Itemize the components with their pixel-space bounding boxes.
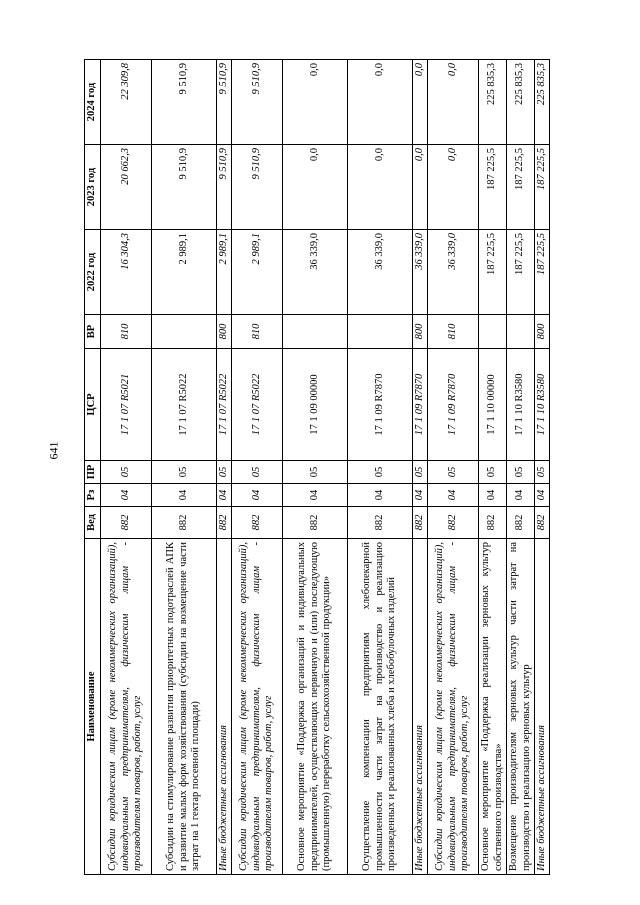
cell-ved: 882 [101, 507, 152, 539]
cell-csr: 17 1 09 R7870 [413, 349, 428, 461]
cell-2024: 9 510,9 [232, 60, 283, 145]
cell-name: Иные бюджетные ассигнования [535, 539, 550, 875]
cell-rz: 04 [507, 484, 535, 507]
cell-pr: 05 [348, 461, 413, 484]
cell-csr: 17 1 09 R7870 [428, 349, 479, 461]
budget-table [84, 59, 550, 875]
cell-rz: 04 [535, 484, 550, 507]
table-row [101, 60, 152, 875]
cell-2022: 2 989,1 [152, 230, 217, 315]
cell-ved: 882 [507, 507, 535, 539]
cell-csr: 17 1 07 R5022 [152, 349, 217, 461]
header-name: Наименование [85, 539, 101, 875]
table-body [101, 60, 550, 875]
table-row [428, 60, 479, 875]
cell-2023: 0,0 [283, 145, 348, 230]
cell-csr: 17 1 07 R5022 [232, 349, 283, 461]
cell-pr: 05 [101, 461, 152, 484]
cell-rz: 04 [217, 484, 232, 507]
cell-2023: 187 225,5 [479, 145, 507, 230]
cell-pr: 05 [428, 461, 479, 484]
cell-vr: 800 [535, 315, 550, 349]
table-row [283, 60, 348, 875]
cell-2024: 0,0 [348, 60, 413, 145]
cell-ved: 882 [413, 507, 428, 539]
cell-name: Субсидии на стимулирование развития приоритетных подотраслей АПК и развитие малых форм хозяйствования (субсидии на возмещение части затрат на 1 гектар посевной площади) [152, 539, 217, 875]
header-row [85, 60, 101, 875]
table-row [232, 60, 283, 875]
cell-2024: 9 510,9 [217, 60, 232, 145]
cell-name: Иные бюджетные ассигнования [413, 539, 428, 875]
cell-2023: 187 225,5 [535, 145, 550, 230]
cell-2022: 2 989,1 [232, 230, 283, 315]
cell-ved: 882 [535, 507, 550, 539]
cell-2022: 187 225,5 [479, 230, 507, 315]
cell-2022: 36 339,0 [348, 230, 413, 315]
cell-rz: 04 [152, 484, 217, 507]
cell-2023: 9 510,9 [217, 145, 232, 230]
cell-name: Основное мероприятие «Поддержка реализации зерновых культур собственного производства» [479, 539, 507, 875]
cell-2024: 0,0 [413, 60, 428, 145]
cell-2023: 187 225,5 [507, 145, 535, 230]
cell-2023: 0,0 [413, 145, 428, 230]
cell-vr: 810 [101, 315, 152, 349]
cell-2023: 9 510,9 [232, 145, 283, 230]
cell-2022: 2 989,1 [217, 230, 232, 315]
cell-vr: 800 [217, 315, 232, 349]
cell-ved: 882 [479, 507, 507, 539]
cell-2023: 0,0 [428, 145, 479, 230]
table-row [152, 60, 217, 875]
cell-rz: 04 [348, 484, 413, 507]
cell-pr: 05 [479, 461, 507, 484]
cell-csr: 17 1 09 00000 [283, 349, 348, 461]
header-year-2023: 2023 год [85, 145, 101, 230]
cell-vr [507, 315, 535, 349]
cell-rz: 04 [413, 484, 428, 507]
cell-name: Иные бюджетные ассигнования [217, 539, 232, 875]
cell-name: Осуществление компенсации предприятиям хлебопекарной промышленности части затрат на производство и реализацию произведенных и реализованных хлеба и хлебобулочных изделий [348, 539, 413, 875]
cell-2023: 0,0 [348, 145, 413, 230]
cell-2022: 187 225,5 [535, 230, 550, 315]
cell-2024: 225 835,3 [535, 60, 550, 145]
table-row [535, 60, 550, 875]
table-row [479, 60, 507, 875]
cell-ved: 882 [232, 507, 283, 539]
cell-ved: 882 [283, 507, 348, 539]
cell-vr [283, 315, 348, 349]
cell-2024: 22 309,8 [101, 60, 152, 145]
table-row [348, 60, 413, 875]
cell-2024: 225 835,3 [507, 60, 535, 145]
table-row [217, 60, 232, 875]
cell-2024: 9 510,9 [152, 60, 217, 145]
header-year-2024: 2024 год [85, 60, 101, 145]
header-csr: ЦСР [85, 349, 101, 461]
cell-pr: 05 [413, 461, 428, 484]
table-row [507, 60, 535, 875]
cell-2024: 225 835,3 [479, 60, 507, 145]
cell-2023: 20 662,3 [101, 145, 152, 230]
cell-rz: 04 [283, 484, 348, 507]
header-vr: ВР [85, 315, 101, 349]
cell-rz: 04 [232, 484, 283, 507]
budget-table-rotated [84, 60, 560, 875]
cell-csr: 17 1 07 R5022 [217, 349, 232, 461]
cell-csr: 17 1 10 00000 [479, 349, 507, 461]
cell-csr: 17 1 10 R3580 [507, 349, 535, 461]
cell-2023: 9 510,9 [152, 145, 217, 230]
cell-csr: 17 1 07 R5021 [101, 349, 152, 461]
cell-vr: 800 [413, 315, 428, 349]
cell-name: Основное мероприятие «Поддержка организаций и индивидуальных предпринимателей, осуществляющих первичную и (или) последующую (промышленную) переработку сельскохозяйственной продукции» [283, 539, 348, 875]
cell-2022: 187 225,5 [507, 230, 535, 315]
cell-pr: 05 [217, 461, 232, 484]
cell-ved: 882 [348, 507, 413, 539]
cell-vr [479, 315, 507, 349]
cell-2024: 0,0 [283, 60, 348, 145]
cell-2022: 36 339,0 [283, 230, 348, 315]
cell-2024: 0,0 [428, 60, 479, 145]
cell-2022: 36 339,0 [413, 230, 428, 315]
cell-vr: 810 [232, 315, 283, 349]
cell-vr [348, 315, 413, 349]
cell-csr: 17 1 09 R7870 [348, 349, 413, 461]
header-ved: Вед [85, 507, 101, 539]
cell-name: Субсидии юридическим лицам (кроме некоммерческих организаций), индивидуальным предпринимателям, физическим лицам - производителям товаров, работ, услуг [232, 539, 283, 875]
cell-name: Субсидии юридическим лицам (кроме некоммерческих организаций), индивидуальным предпринимателям, физическим лицам - производителям товаров, работ, услуг [428, 539, 479, 875]
cell-ved: 882 [428, 507, 479, 539]
header-year-2022: 2022 год [85, 230, 101, 315]
cell-pr: 05 [232, 461, 283, 484]
header-pr: ПР [85, 461, 101, 484]
cell-ved: 882 [152, 507, 217, 539]
cell-name: Возмещение производителям зерновых культур части затрат на производство и реализацию зерновых культур [507, 539, 535, 875]
cell-vr [152, 315, 217, 349]
header-rz: Рз [85, 484, 101, 507]
cell-rz: 04 [428, 484, 479, 507]
page-number: 641 [46, 441, 61, 460]
table-row [413, 60, 428, 875]
cell-pr: 05 [152, 461, 217, 484]
cell-pr: 05 [283, 461, 348, 484]
cell-csr: 17 1 10 R3580 [535, 349, 550, 461]
cell-name: Субсидии юридическим лицам (кроме некоммерческих организаций), индивидуальным предпринимателям, физическим лицам - производителям товаров, работ, услуг [101, 539, 152, 875]
cell-vr: 810 [428, 315, 479, 349]
cell-pr: 05 [507, 461, 535, 484]
cell-2022: 16 304,3 [101, 230, 152, 315]
cell-rz: 04 [479, 484, 507, 507]
cell-rz: 04 [101, 484, 152, 507]
cell-ved: 882 [217, 507, 232, 539]
cell-pr: 05 [535, 461, 550, 484]
cell-2022: 36 339,0 [428, 230, 479, 315]
table-header [85, 60, 101, 875]
